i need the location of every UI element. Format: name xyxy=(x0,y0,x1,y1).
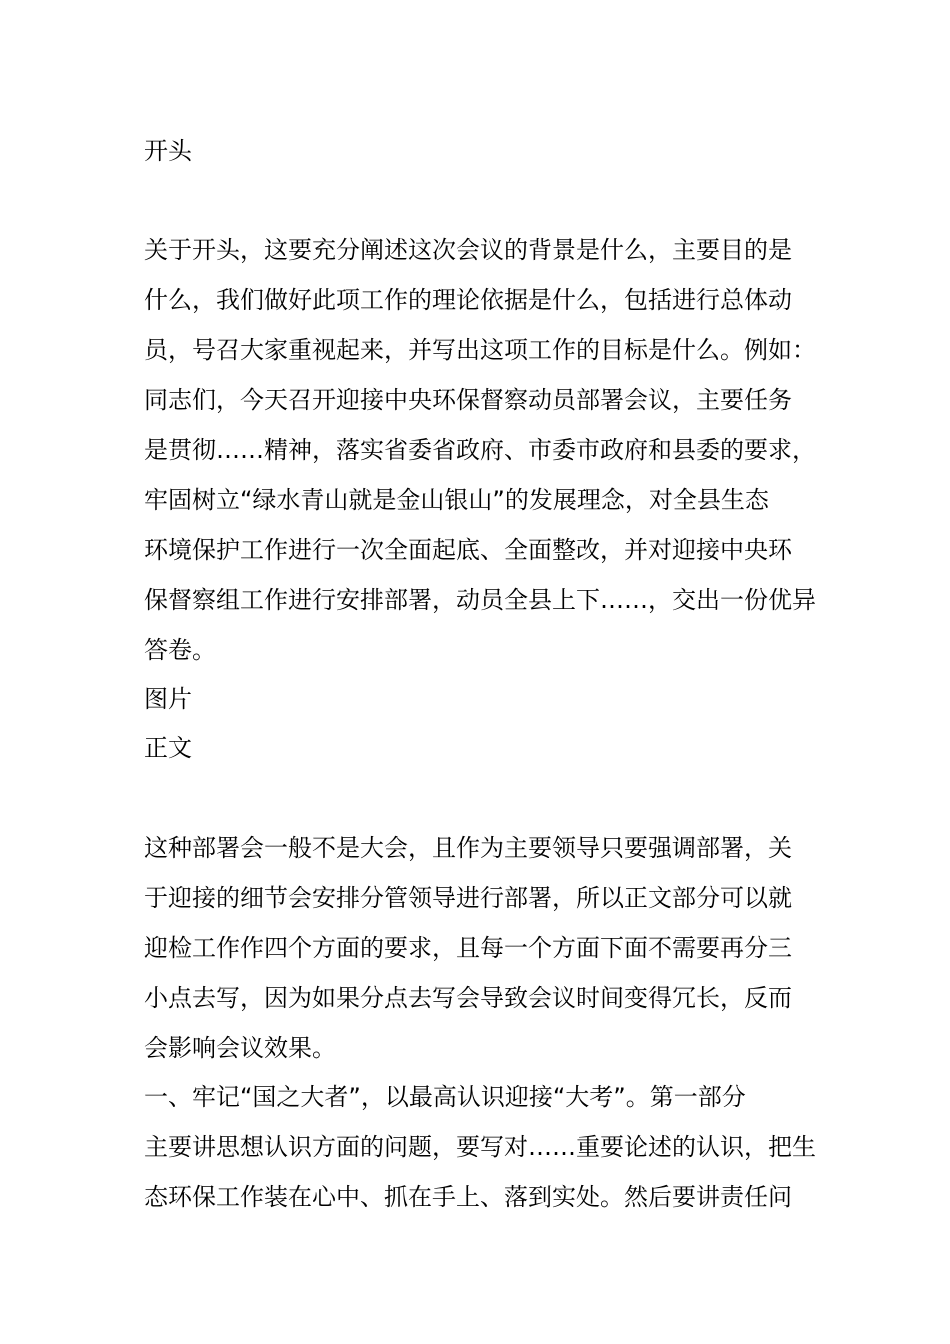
section-heading-image: 图片 xyxy=(144,685,192,713)
subsection-heading-line: 一、牢记“国之大者”，以最高认识迎接“大考”。第一部分 xyxy=(144,1083,746,1111)
paragraph-line: 主要讲思想认识方面的问题，要写对……重要论述的认识，把生 xyxy=(144,1133,816,1161)
paragraph-line: 迎检工作作四个方面的要求，且每一个方面下面不需要再分三 xyxy=(144,934,792,962)
paragraph-line: 关于开头，这要充分阐述这次会议的背景是什么，主要目的是 xyxy=(144,236,792,264)
paragraph-line: 牢固树立“绿水青山就是金山银山”的发展理念，对全县生态 xyxy=(144,486,769,514)
paragraph-line: 环境保护工作进行一次全面起底、全面整改，并对迎接中央环 xyxy=(144,536,792,564)
paragraph-line: 这种部署会一般不是大会，且作为主要领导只要强调部署，关 xyxy=(144,834,792,862)
paragraph-line: 态环保工作装在心中、抓在手上、落到实处。然后要讲责任问 xyxy=(144,1183,792,1211)
paragraph-line: 保督察组工作进行安排部署，动员全县上下……，交出一份优异 xyxy=(144,586,816,614)
paragraph-line: 会影响会议效果。 xyxy=(144,1034,336,1062)
paragraph-line: 员，号召大家重视起来，并写出这项工作的目标是什么。例如： xyxy=(144,336,816,364)
paragraph-line: 什么，我们做好此项工作的理论依据是什么，包括进行总体动 xyxy=(144,286,792,314)
paragraph-line: 答卷。 xyxy=(144,636,216,664)
paragraph-line: 是贯彻……精神，落实省委省政府、市委市政府和县委的要求， xyxy=(144,436,816,464)
paragraph-line: 同志们，今天召开迎接中央环保督察动员部署会议，主要任务 xyxy=(144,386,792,414)
section-heading-opening: 开头 xyxy=(144,137,192,165)
paragraph-line: 于迎接的细节会安排分管领导进行部署，所以正文部分可以就 xyxy=(144,884,792,912)
section-heading-main-text: 正文 xyxy=(144,734,192,762)
paragraph-line: 小点去写，因为如果分点去写会导致会议时间变得冗长，反而 xyxy=(144,984,792,1012)
